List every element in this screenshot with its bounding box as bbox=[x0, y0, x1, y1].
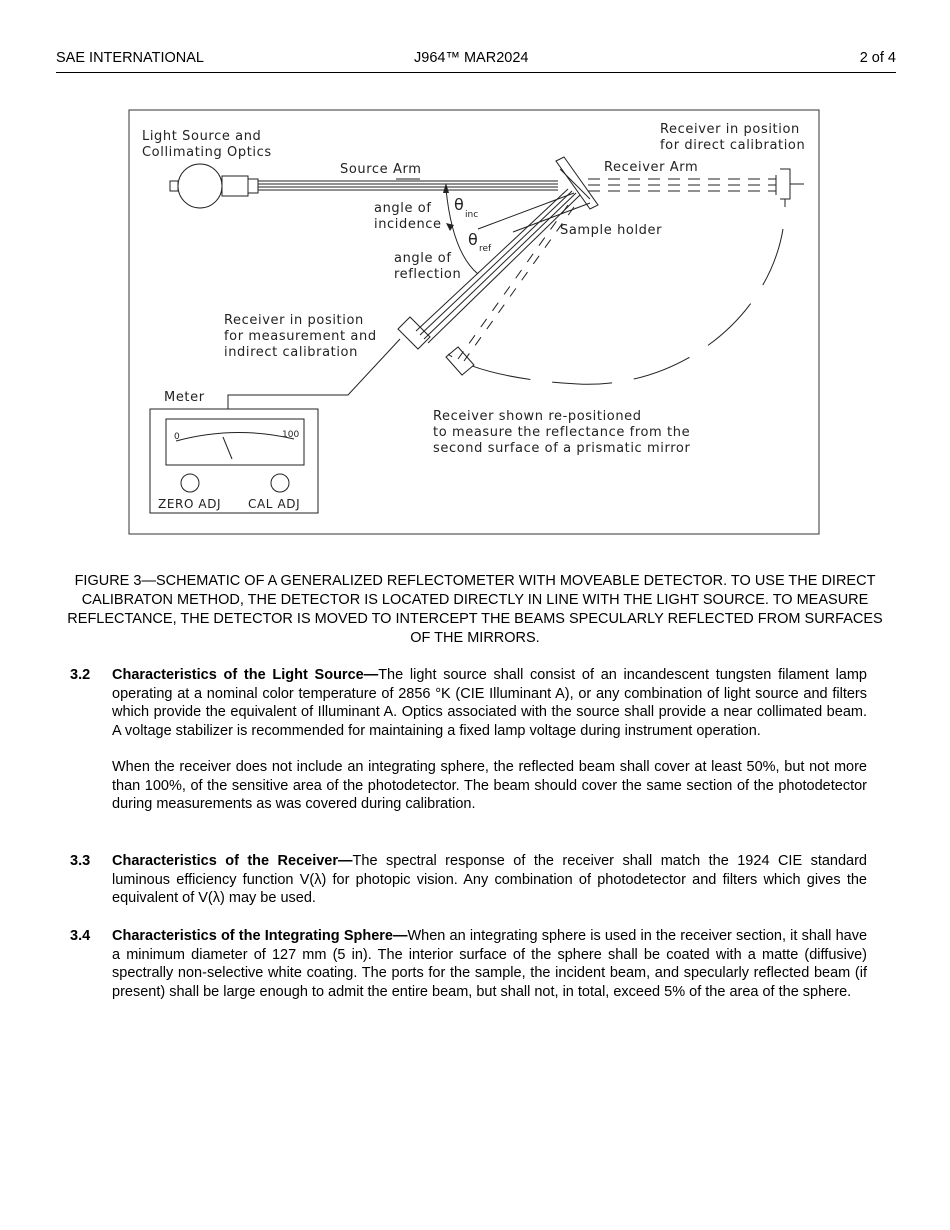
label-repositioned-2: to measure the reflectance from the bbox=[433, 425, 691, 440]
section-3-3 bbox=[70, 852, 867, 908]
label-repositioned-3: second surface of a prismatic mirror bbox=[433, 441, 691, 456]
section-number: 3.3 bbox=[70, 853, 91, 869]
label-sample-holder: Sample holder bbox=[560, 223, 663, 238]
section-heading: Characteristics of the Light Source— bbox=[112, 667, 379, 683]
label-meter-100: 100 bbox=[282, 430, 300, 440]
label-theta-ref: θ bbox=[468, 230, 479, 249]
section-text: When an integrating sphere is used in the receiver section, it shall have a minimum diameter of 127 mm (5 in). The interior surface of the sphere shall be coated with a matte (diffusive) spectrally non-selective white coating. The ports for the sample, the incident beam, and specularly reflected beam (if present) shall be large enough to admit the entire beam, but shall not, in total, exceed 5% of the area of the sphere. bbox=[112, 928, 868, 1000]
section-number: 3.2 bbox=[70, 667, 91, 683]
label-angle-inc-1: angle of bbox=[374, 201, 432, 216]
label-receiver-meas-3: indirect calibration bbox=[224, 345, 358, 360]
lamp bbox=[170, 164, 258, 208]
section-text: The spectral response of the receiver shall match the 1924 CIE standard luminous efficiency function V(λ) for photopic vision. Any combination of photodetector and filters which gives the equivalent of V(λ) may be used. bbox=[112, 853, 867, 906]
section-3-2 bbox=[70, 666, 867, 814]
section-number: 3.4 bbox=[70, 928, 91, 944]
section-heading: Characteristics of the Integrating Sphere— bbox=[112, 928, 408, 944]
label-meter: Meter bbox=[164, 390, 205, 405]
label-meter-zero: 0 bbox=[174, 432, 180, 442]
section-text: The light source shall consist of an incandescent tungsten filament lamp operating at a nominal color temperature of 2856 °K (CIE Illuminant A), or any combination of light source and filters which provide the equivalent of Illuminant A. Optics associated with the source shall provide a near collimated beam. A voltage stabilizer is recommended for maintaining a fixed lamp voltage during instrument operation. bbox=[112, 667, 867, 739]
header-org: SAE INTERNATIONAL bbox=[56, 50, 204, 66]
section-3-4 bbox=[70, 927, 867, 1001]
label-light-source-1: Light Source and bbox=[142, 129, 262, 144]
page-header bbox=[56, 50, 896, 73]
sample-holder bbox=[556, 157, 598, 209]
label-receiver-direct-1: Receiver in position bbox=[660, 122, 800, 137]
figure-caption: FIGURE 3—SCHEMATIC OF A GENERALIZED REFLECTOMETER WITH MOVEABLE DETECTOR. TO USE THE DIRECT CALIBRATON METHOD, THE DETECTOR IS LOCATED DIRECTLY IN LINE WITH THE LIGHT SOURCE. TO MEASURE REFLECTANCE, THE DETECTOR IS MOVED TO INTERCEPT THE BEAMS SPECULARLY REFLECTED FROM SURFACES OF THE MIRRORS. bbox=[67, 573, 883, 646]
reflectometer-figure bbox=[128, 109, 820, 537]
receiver-direct bbox=[776, 169, 804, 207]
source-arm bbox=[258, 179, 558, 190]
label-receiver-direct-2: for direct calibration bbox=[660, 138, 806, 153]
label-repositioned-1: Receiver shown re-positioned bbox=[433, 409, 642, 424]
label-source-arm: Source Arm bbox=[340, 162, 422, 177]
receiver-arc bbox=[448, 229, 783, 384]
reflectometer-schematic bbox=[128, 109, 820, 537]
label-zero-adj: ZERO ADJ bbox=[158, 497, 222, 511]
section-paragraph bbox=[112, 852, 867, 908]
label-theta-inc-sub: inc bbox=[465, 210, 479, 220]
label-angle-ref-1: angle of bbox=[394, 251, 452, 266]
label-receiver-meas-1: Receiver in position bbox=[224, 313, 364, 328]
label-receiver-meas-2: for measurement and bbox=[224, 329, 377, 344]
receiver-measurement bbox=[398, 317, 474, 375]
label-theta-inc: θ bbox=[454, 195, 465, 214]
section-paragraph-2: When the receiver does not include an integrating sphere, the reflected beam shall cover at least 50%, but not more than 100%, of the sensitive area of the photodetector. The beam should cover the same section of the photodetector during measurements as was covered during calibration. bbox=[112, 759, 867, 812]
header-page-number: 2 of 4 bbox=[859, 50, 896, 66]
section-paragraph bbox=[112, 666, 867, 740]
label-receiver-arm: Receiver Arm bbox=[604, 160, 699, 175]
header-doc-id: J964™ MAR2024 bbox=[414, 50, 529, 66]
receiver-arm bbox=[588, 179, 776, 191]
label-light-source-2: Collimating Optics bbox=[142, 145, 272, 160]
label-angle-inc-2: incidence bbox=[374, 217, 442, 232]
section-paragraph bbox=[112, 927, 867, 1001]
reflected-beam bbox=[416, 189, 590, 343]
label-cal-adj: CAL ADJ bbox=[248, 497, 301, 511]
label-angle-ref-2: reflection bbox=[394, 267, 462, 282]
label-theta-ref-sub: ref bbox=[479, 244, 492, 254]
section-heading: Characteristics of the Receiver— bbox=[112, 853, 353, 869]
